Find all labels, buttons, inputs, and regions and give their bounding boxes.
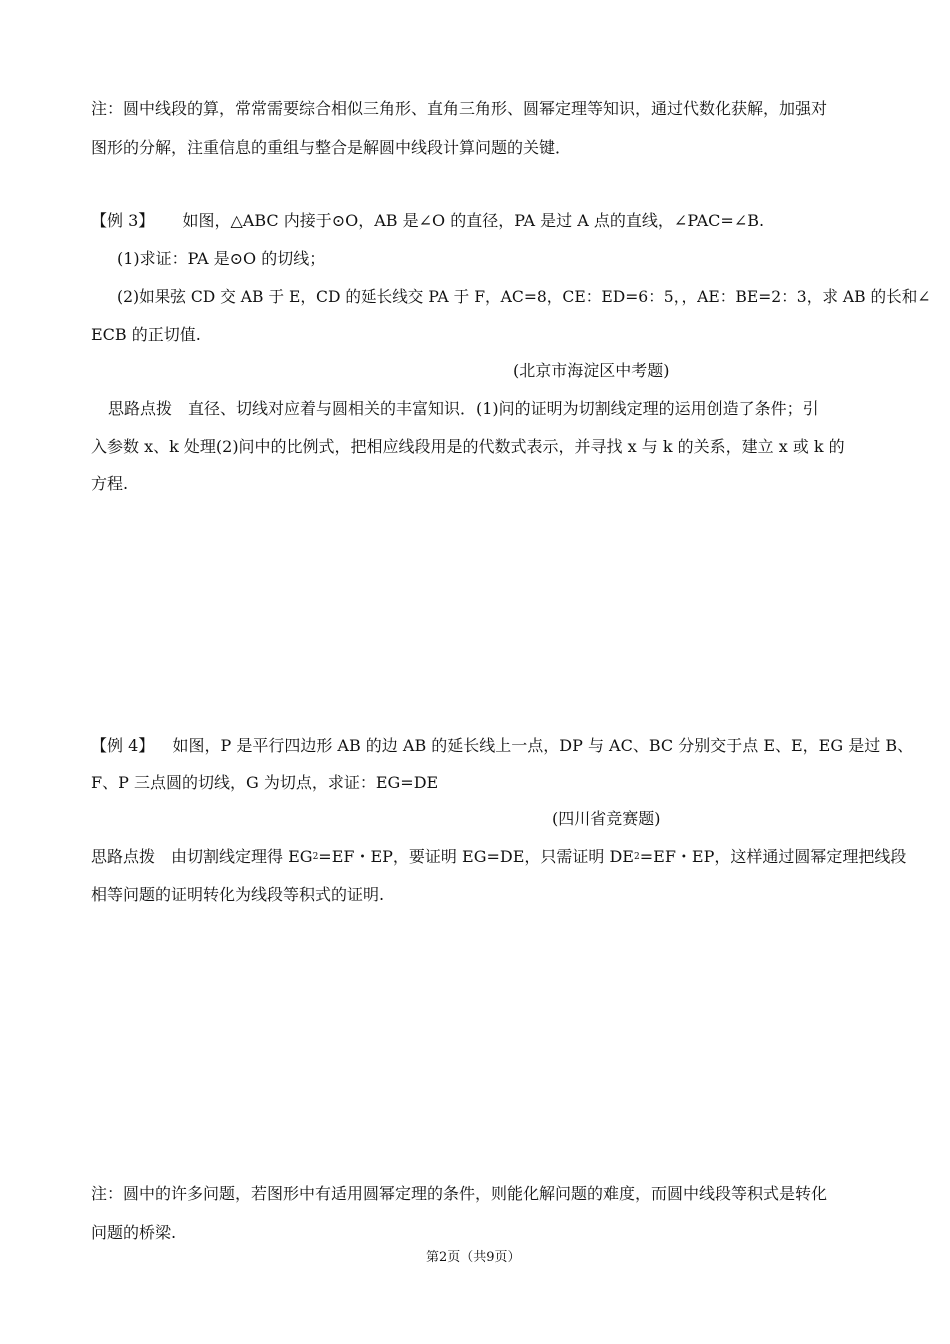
example3-part-2-line-2: ECB 的正切值. [91,325,201,344]
example4-hint-part-c: =EF・EP，这样通过圆幂定理把线段 [639,847,907,866]
example4-heading: 【例 4】 [91,736,155,755]
example4-line-1: 如图，P 是平行四边形 AB 的边 AB 的延长线上一点，DP 与 AC、BC 分别交于点 E、E，EG 是过 B、 [172,736,914,755]
example3-hint-line-1: 思路点拨 直径、切线对应着与圆相关的丰富知识．(1)问的证明为切割线定理的运用创造了条件；引 [108,399,819,418]
note1-line-1: 注：圆中线段的算，常常需要综合相似三角形、直角三角形、圆幂定理等知识，通过代数化获解，加强对 [91,99,828,118]
note1-line-2: 图形的分解，注重信息的重组与整合是解圆中线段计算问题的关键． [91,138,572,157]
example4-line-2: F、P 三点圆的切线，G 为切点，求证：EG=DE [91,773,439,792]
example4-hint-part-a: 思路点拨 由切割线定理得 EG [91,847,313,866]
example4-hint-line-2: 相等问题的证明转化为线段等积式的证明. [91,885,385,904]
example3-hint-line-2: 入参数 x、k 处理(2)问中的比例式，把相应线段用是的代数式表示，并寻找 x 与 k 的关系，建立 x 或 k 的 [91,437,845,456]
page-footer: 第2页（共9页） [426,1250,521,1265]
example3-source: (北京市海淀区中考题) [513,361,670,380]
example3-part-2-line-1: (2)如果弦 CD 交 AB 于 E，CD 的延长线交 PA 于 F，AC=8，CE：ED=6：5，，AE：BE=2：3，求 AB 的长和∠ [117,287,931,306]
example4-hint-part-b: =EF・EP，要证明 EG=DE，只需证明 DE [318,847,634,866]
superscript-2: 2 [634,852,640,862]
example3-heading: 【例 3】 [91,211,155,230]
note2-line-1: 注：圆中的许多问题，若图形中有适用圆幂定理的条件，则能化解问题的难度，而圆中线段等积式是转化 [91,1184,828,1203]
example3-line-1: 如图，△ABC 内接于⊙O，AB 是∠O 的直径，PA 是过 A 点的直线，∠PAC=∠B. [182,211,765,230]
example4-source: (四川省竞赛题) [552,809,661,828]
example4-statement [91,735,913,757]
example3-part-1: (1)求证：PA 是⊙O 的切线； [117,249,326,268]
example3-statement [91,210,764,232]
superscript-2: 2 [312,852,319,862]
example4-hint-line-1 [91,846,906,868]
example3-hint-line-3: 方程. [91,474,129,493]
note2-line-2: 问题的桥梁. [91,1223,177,1242]
